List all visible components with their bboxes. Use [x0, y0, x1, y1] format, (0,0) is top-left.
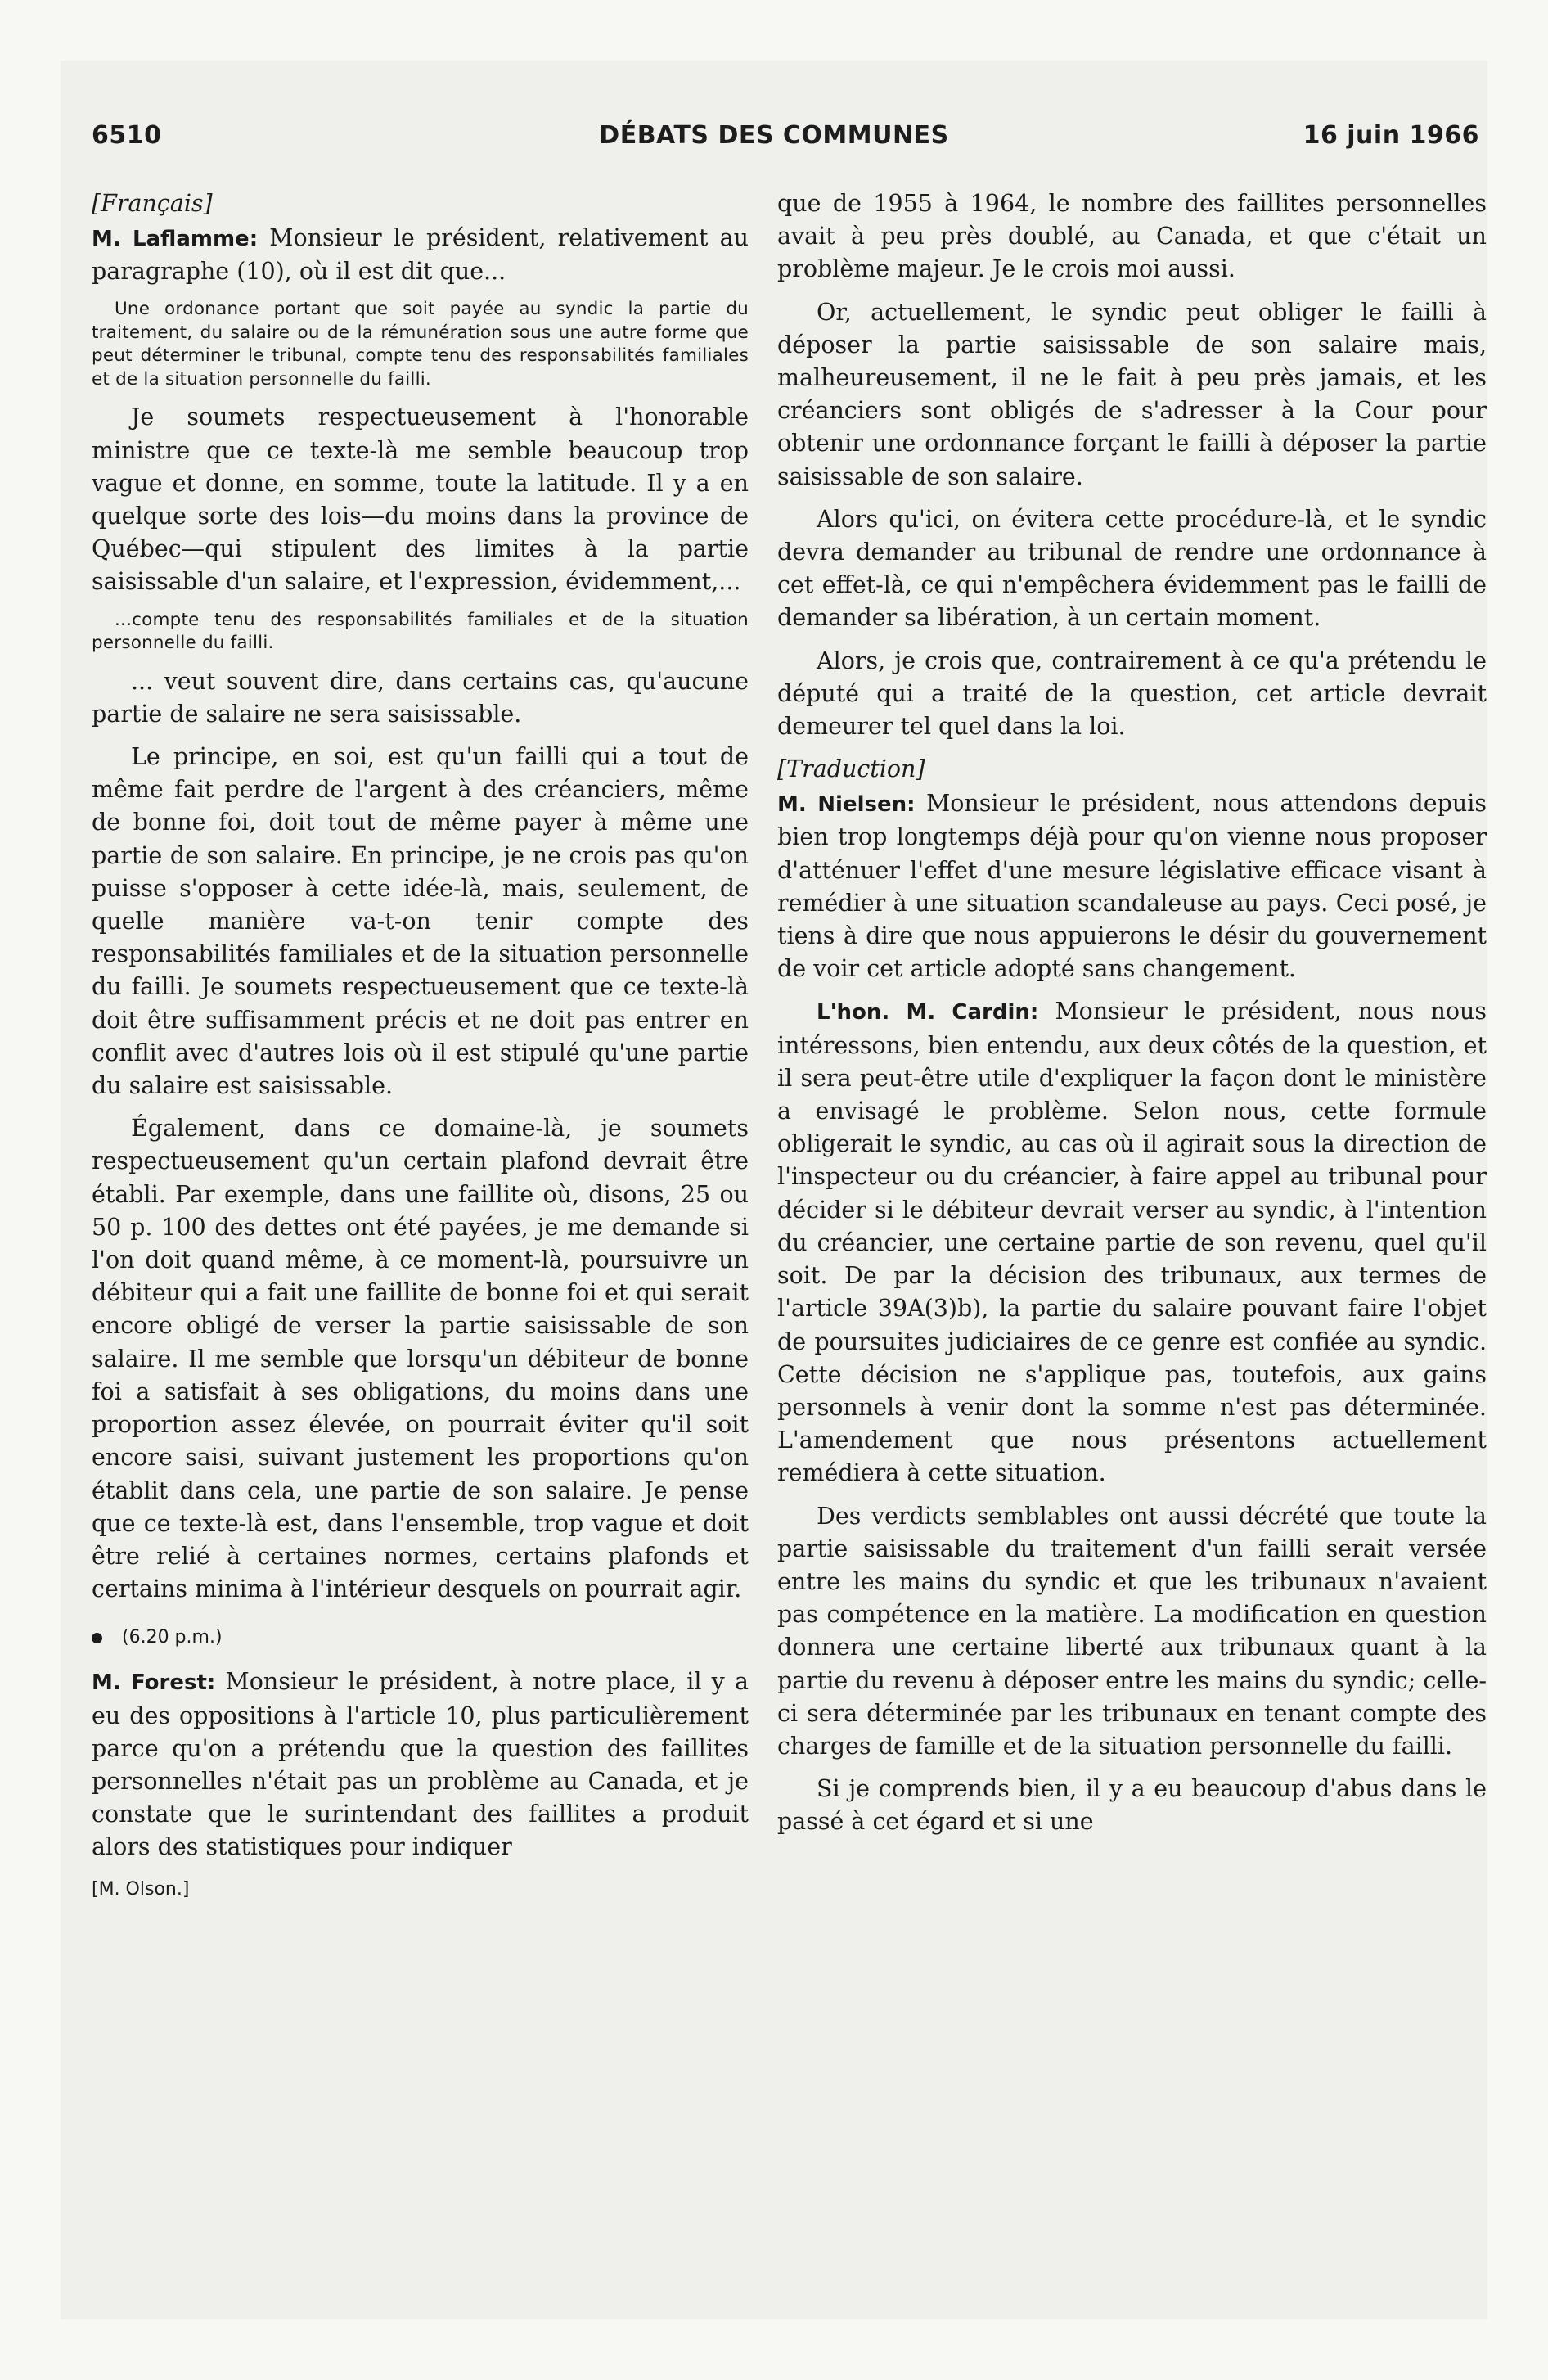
laflamme-paragraph-3: Le principe, en soi, est qu'un failli qui a tout de même fait perdre de l'argent à des créanciers, même de bonne foi, doit tout de même payer à même une partie de son salaire. En principe, je ne crois pas qu'on puisse s'opposer à cette idée-là, mais, seulement, de quelle manière va-t-on tenir compte des responsabilités familiales et de la situation personnelle du failli. Je soumets respectueusement que ce texte-là doit être suffisamment précis et ne doit pas entrer en conflit avec d'autres lois où il est stipulé qu'une partie du salaire est saisissable. — [92, 743, 749, 1100]
laflamme-paragraph-4: Également, dans ce domaine-là, je soumets respectueusement qu'un certain plafond devrait être établi. Par exemple, dans une faillite où, disons, 25 ou 50 p. 100 des dettes ont été payées, je me demande si l'on doit quand même, à ce moment-là, poursuivre un débiteur qui a fait une faillite de bonne foi et qui serait encore obligé de verser la partie saisissable de son salaire. Il me semble que lorsqu'un débiteur de bonne foi a satisfait à ses obligations, du moins dans une proportion assez élevée, on pourrait éviter qu'il soit encore saisi, suivant justement les proportions qu'on établit dans cela, une partie de son salaire. Je pense que ce texte-là est, dans l'ensemble, trop vague et doit être relié à certaines normes, certains plafonds et certains minima à l'intérieur desquels on pourrait agir. — [92, 1115, 749, 1603]
laflamme-paragraph-1: Je soumets respectueusement à l'honorable ministre que ce texte-là me semble beaucoup trop vague et donne, en somme, toute la latitude. Il y a en quelque sorte des lois—du moins dans la province de Québec—qui stipulent des limites à la partie saisissable d'un salaire, et l'expression, évidemment,... — [92, 403, 749, 596]
forest-paragraph-3: Alors qu'ici, on évitera cette procédure-là, et le syndic devra demander au tribunal de rendre une ordonnance à cet effet-là, ce qui n'empêchera évidemment pas le failli de demander sa libération, à un certain moment. — [777, 505, 1487, 632]
publication-title: DÉBATS DES COMMUNES — [599, 121, 949, 150]
cardin-paragraph-2: Des verdicts semblables ont aussi décrété que toute la partie saisissable du traitement d'un failli serait versée entre les mains du syndic et que les tribunaux n'avaient pas compétence en la matière. La modification en question donnera une certaine liberté aux tribunaux quant à la partie du revenu à déposer entre les mains du syndic; celle-ci sera déterminée par les tribunaux en tenant compte des charges de famille et de la situation personnelle du failli. — [777, 1502, 1487, 1760]
timestamp-text: (6.20 p.m.) — [122, 1627, 223, 1648]
cardin-paragraph-1 — [777, 995, 1487, 1490]
speaker-forest: M. Forest: — [92, 1670, 216, 1696]
cardin-text: Monsieur le président, nous nous intéressons, bien entendu, aux deux côtés de la question, et il sera peut-être utile d'expliquer la façon dont le ministère a envisagé le problème. Selon nous, cette formule obligerait le syndic, au cas où il agirait sous la direction de l'inspecteur ou du créancier, à faire appel au tribunal pour décider si le débiteur devrait verser au syndic, à l'intention du créancier, une certaine partie de son revenu, quel qu'il soit. De par la décision des tribunaux, aux termes de l'article 39A(3)b), la partie du salaire pouvant faire l'objet de poursuites judiciaires de ce genre est confiée au syndic. Cette décision ne s'applique pas, toutefois, aux gains personnels à venir dont la somme n'est pas déterminée. L'amendement que nous présentons actuellement remédiera à cette situation. — [777, 998, 1487, 1487]
bullet-icon — [92, 1633, 102, 1643]
speaker-nielsen: M. Nielsen: — [777, 792, 916, 818]
language-tag-translation: [Traduction] — [777, 755, 925, 783]
quoted-text-1: Une ordonance portant que soit payée au syndic la partie du traitement, du salaire ou de la rémunération sous une autre forme que peut déterminer le tribunal, compte tenu des responsabilités familiales et de la situation personnelle du failli. — [92, 299, 749, 390]
forest-text: Monsieur le président, à notre place, il y a eu des oppositions à l'article 10, plus particulièrement parce qu'on a prétendu que la question des faillites personnelles n'était pas un problème au Canada, et je constate que le surintendant des faillites a produit alors des statistiques pour indiquer — [92, 1668, 749, 1861]
speaker-laflamme: M. Laflamme: — [92, 227, 259, 251]
page — [61, 61, 1487, 2319]
forest-paragraph — [92, 1666, 749, 1864]
forest-paragraph-2: Or, actuellement, le syndic peut obliger le failli à déposer la partie saisissable de son salaire mais, malheureusement, il ne le fait à peu près jamais, et les créanciers sont obligés de s'adresser à la Cour pour obtenir une ordonnance forçant le failli à déposer la partie saisissable de son salaire. — [777, 298, 1487, 490]
nielsen-paragraph — [777, 787, 1487, 985]
cardin-paragraph-3: Si je comprends bien, il y a eu beaucoup d'abus dans le passé à cet égard et si une — [777, 1775, 1487, 1836]
quoted-text-2: ...compte tenu des responsabilités familiales et de la situation personnelle du failli. — [92, 609, 749, 654]
laflamme-intro — [92, 222, 749, 288]
timestamp — [92, 1627, 749, 1648]
forest-continuation: que de 1955 à 1964, le nombre des faillites personnelles avait à peu près doublé, au Canada, et que c'était un problème majeur. Je le crois moi aussi. — [777, 190, 1487, 283]
laflamme-paragraph-2: ... veut souvent dire, dans certains cas, qu'aucune partie de salaire ne sera saisissable. — [92, 667, 749, 728]
nielsen-text: Monsieur le président, nous attendons depuis bien trop longtemps déjà pour qu'on vienne nous proposer d'atténuer l'effet d'une mesure législative efficace visant à remédier à une situation scandaleuse au pays. Ceci posé, je tiens à dire que nous appuierons le désir du gouvernement de voir cet article adopté sans changement. — [777, 790, 1487, 983]
laflamme-intro-text: Monsieur le président, relativement au paragraphe (10), où il est dit que... — [92, 224, 749, 286]
forest-paragraph-4: Alors, je crois que, contrairement à ce qu'a prétendu le député qui a traité de la question, cet article devrait demeurer tel quel dans la loi. — [777, 647, 1487, 741]
language-tag-french: [Français] — [92, 190, 213, 217]
page-date: 16 juin 1966 — [1303, 121, 1479, 150]
page-number: 6510 — [92, 121, 162, 150]
footnote: [M. Olson.] — [92, 1878, 190, 1900]
right-column — [777, 187, 1487, 1849]
left-column — [92, 187, 749, 1900]
speaker-cardin: L'hon. M. Cardin: — [817, 1000, 1039, 1025]
running-head — [61, 61, 1487, 167]
